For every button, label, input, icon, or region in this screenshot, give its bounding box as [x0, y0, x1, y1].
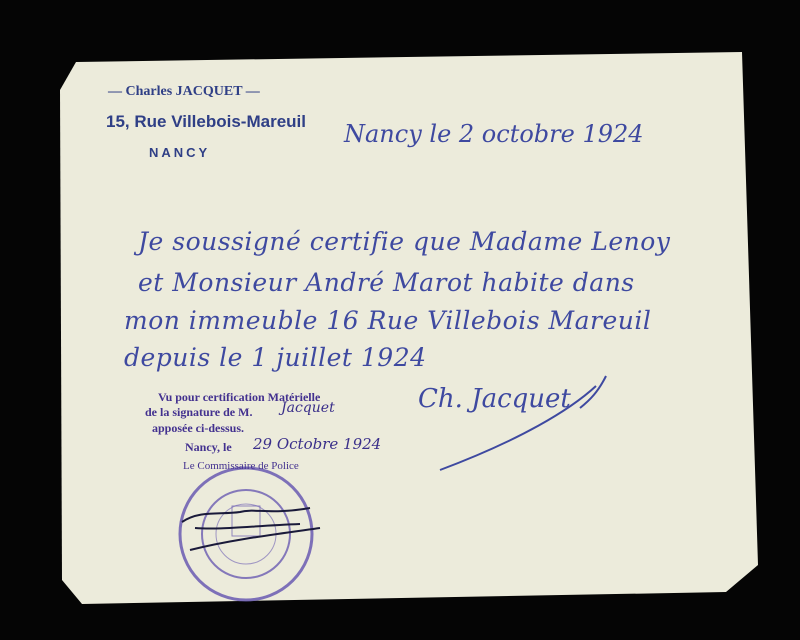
stamp-filled-date: 29 Octobre 1924	[253, 435, 382, 453]
letterhead-city: NANCY	[149, 145, 211, 160]
body-line: Je soussigné certifie que Madame Lenoy	[138, 227, 671, 256]
body-line: et Monsieur André Marot habite dans	[138, 268, 635, 297]
stamp-line: Nancy, le	[185, 440, 232, 454]
stamp-line: Le Commissaire de Police	[183, 460, 299, 472]
letterhead-address: 15, Rue Villebois-Mareuil	[106, 112, 306, 131]
body-line: depuis le 1 juillet 1924	[124, 343, 427, 372]
signature: Ch. Jacquet	[418, 384, 571, 414]
stamp-line: Vu pour certification Matérielle	[158, 390, 321, 404]
stamp-filled-name: Jacquet	[281, 400, 335, 416]
letter-date: Nancy le 2 octobre 1924	[344, 120, 644, 148]
letterhead-name: — Charles JACQUET —	[108, 84, 260, 99]
stamp-line: apposée ci-dessus.	[152, 421, 245, 435]
body-line: mon immeuble 16 Rue Villebois Mareuil	[124, 306, 652, 335]
stamp-line: de la signature de M.	[145, 405, 253, 419]
